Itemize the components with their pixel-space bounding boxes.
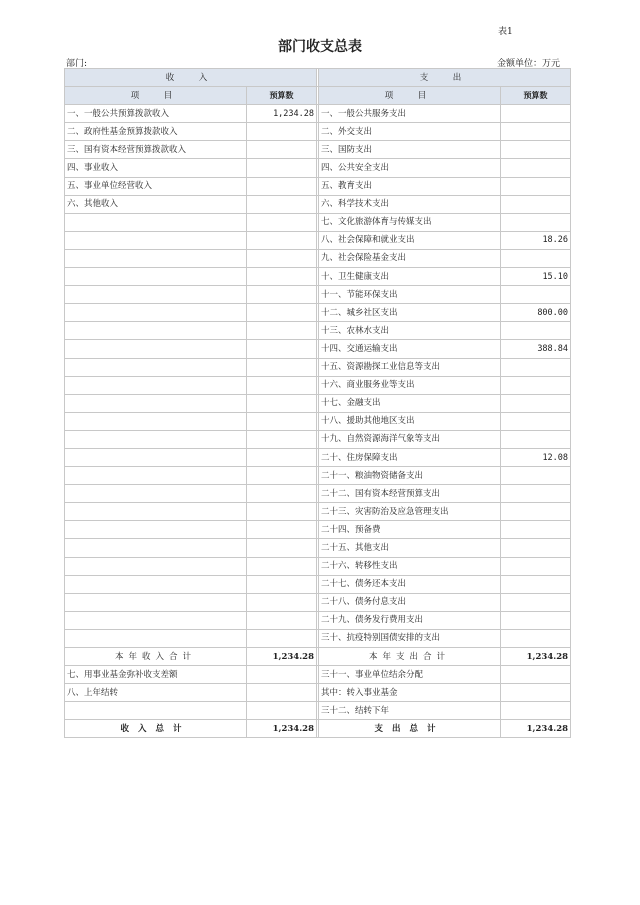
table-row	[65, 159, 571, 177]
expense-item-cell: 九、社会保险基金支出	[319, 249, 501, 267]
expense-amount-cell	[501, 557, 571, 575]
expense-amount-cell	[501, 629, 571, 647]
income-amount-cell	[247, 123, 317, 141]
table-row	[65, 593, 571, 611]
income-amount-cell	[247, 575, 317, 593]
income-amount-cell	[247, 286, 317, 304]
income-amount-cell	[247, 304, 317, 322]
expense-item-cell: 三十、抗疫特别国债安排的支出	[319, 629, 501, 647]
expense-item-cell: 二十九、债务发行费用支出	[319, 611, 501, 629]
expense-item-cell: 十八、援助其他地区支出	[319, 412, 501, 430]
expense-total-label: 本年支出合计	[319, 648, 501, 666]
income-item-cell	[65, 611, 247, 629]
income-amount-cell	[247, 684, 317, 702]
expense-amount-cell	[501, 430, 571, 448]
income-amount-cell	[247, 593, 317, 611]
table-row	[65, 105, 571, 123]
table-row	[65, 394, 571, 412]
expense-item-cell: 八、社会保障和就业支出	[319, 231, 501, 249]
expense-amount-cell	[501, 249, 571, 267]
income-total-label: 本年收入合计	[65, 648, 247, 666]
income-amount-cell	[247, 702, 317, 720]
expense-amount-cell	[501, 141, 571, 159]
income-item-cell	[65, 376, 247, 394]
table-row	[65, 485, 571, 503]
expense-item-cell: 十四、交通运输支出	[319, 340, 501, 358]
expense-item-cell: 二十一、粮油物资储备支出	[319, 467, 501, 485]
expense-amount-cell: 12.08	[501, 448, 571, 466]
income-item-cell: 六、其他收入	[65, 195, 247, 213]
expense-item-cell: 五、教育支出	[319, 177, 501, 195]
income-amount-cell	[247, 666, 317, 684]
table-row	[65, 231, 571, 249]
expense-budget-header: 预算数	[501, 87, 571, 105]
expense-amount-cell	[501, 539, 571, 557]
expense-amount-cell	[501, 105, 571, 123]
income-amount-cell	[247, 412, 317, 430]
expense-total-amount: 1,234.28	[501, 720, 571, 738]
column-header-row	[65, 87, 571, 105]
revenue-expense-table	[64, 68, 571, 738]
income-item-header: 项 目	[65, 87, 247, 105]
income-item-cell	[65, 340, 247, 358]
expense-item-cell: 七、文化旅游体育与传媒支出	[319, 213, 501, 231]
income-item-cell: 三、国有资本经营预算拨款收入	[65, 141, 247, 159]
table-row	[65, 304, 571, 322]
income-item-cell	[65, 358, 247, 376]
table-row	[65, 286, 571, 304]
income-budget-header: 预算数	[247, 87, 317, 105]
expense-amount-cell	[501, 123, 571, 141]
expense-item-cell: 二十二、国有资本经营预算支出	[319, 485, 501, 503]
income-total-amount: 1,234.28	[247, 648, 317, 666]
income-amount-cell	[247, 521, 317, 539]
expense-item-cell: 二、外交支出	[319, 123, 501, 141]
expense-amount-cell	[501, 521, 571, 539]
expense-item-cell: 其中：转入事业基金	[319, 684, 501, 702]
table-row	[65, 249, 571, 267]
income-item-cell	[65, 268, 247, 286]
income-item-cell	[65, 304, 247, 322]
table-row	[65, 666, 571, 684]
table-row	[65, 557, 571, 575]
expense-item-cell: 三十一、事业单位结余分配	[319, 666, 501, 684]
income-item-cell	[65, 485, 247, 503]
expense-item-cell: 二十四、预备费	[319, 521, 501, 539]
department-label: 部门:	[66, 59, 88, 69]
expense-amount-cell	[501, 213, 571, 231]
expense-item-cell: 十五、资源勘探工业信息等支出	[319, 358, 501, 376]
income-item-cell	[65, 539, 247, 557]
table-row	[65, 611, 571, 629]
expense-amount-cell	[501, 177, 571, 195]
income-amount-cell	[247, 557, 317, 575]
expense-item-cell: 一、一般公共服务支出	[319, 105, 501, 123]
income-group-header: 收 入	[65, 69, 317, 87]
expense-amount-cell	[501, 322, 571, 340]
expense-amount-cell	[501, 485, 571, 503]
table-row	[65, 268, 571, 286]
income-amount-cell	[247, 159, 317, 177]
income-amount-cell	[247, 503, 317, 521]
income-item-cell	[65, 575, 247, 593]
income-amount-cell	[247, 177, 317, 195]
expense-amount-cell	[501, 503, 571, 521]
grand-total-row	[65, 720, 571, 738]
income-amount-cell	[247, 539, 317, 557]
income-amount-cell	[247, 376, 317, 394]
expense-item-cell: 二十六、转移性支出	[319, 557, 501, 575]
expense-item-cell: 四、公共安全支出	[319, 159, 501, 177]
expense-item-cell: 十一、节能环保支出	[319, 286, 501, 304]
page-title: 部门收支总表	[278, 39, 362, 55]
table-row	[65, 376, 571, 394]
table-row	[65, 702, 571, 720]
expense-item-cell: 十七、金融支出	[319, 394, 501, 412]
group-header-row	[65, 69, 571, 87]
income-total-label: 收入总计	[65, 720, 247, 738]
table-row	[65, 123, 571, 141]
income-amount-cell	[247, 231, 317, 249]
income-amount-cell	[247, 467, 317, 485]
income-amount-cell: 1,234.28	[247, 105, 317, 123]
table-row	[65, 503, 571, 521]
table-row	[65, 575, 571, 593]
income-item-cell	[65, 249, 247, 267]
expense-amount-cell	[501, 593, 571, 611]
income-item-cell: 二、政府性基金预算拨款收入	[65, 123, 247, 141]
table-row	[65, 629, 571, 647]
income-item-cell: 七、用事业基金弥补收支差额	[65, 666, 247, 684]
expense-amount-cell	[501, 412, 571, 430]
expense-item-cell: 十九、自然资源海洋气象等支出	[319, 430, 501, 448]
expense-item-cell: 三、国防支出	[319, 141, 501, 159]
table-row	[65, 684, 571, 702]
table-row	[65, 195, 571, 213]
income-item-cell	[65, 521, 247, 539]
income-item-cell	[65, 629, 247, 647]
expense-item-cell: 三十二、结转下年	[319, 702, 501, 720]
income-amount-cell	[247, 629, 317, 647]
table-row	[65, 521, 571, 539]
expense-amount-cell	[501, 575, 571, 593]
income-amount-cell	[247, 394, 317, 412]
expense-total-label: 支出总计	[319, 720, 501, 738]
expense-item-cell: 二十五、其他支出	[319, 539, 501, 557]
expense-amount-cell	[501, 702, 571, 720]
expense-item-cell: 二十三、灾害防治及应急管理支出	[319, 503, 501, 521]
income-item-cell	[65, 593, 247, 611]
table-row	[65, 539, 571, 557]
income-total-amount: 1,234.28	[247, 720, 317, 738]
expense-amount-cell	[501, 286, 571, 304]
income-amount-cell	[247, 213, 317, 231]
income-item-cell	[65, 412, 247, 430]
income-amount-cell	[247, 141, 317, 159]
table-row	[65, 448, 571, 466]
expense-amount-cell	[501, 666, 571, 684]
income-item-cell	[65, 503, 247, 521]
income-item-cell	[65, 430, 247, 448]
table-number: 表1	[498, 27, 513, 37]
expense-item-cell: 十三、农林水支出	[319, 322, 501, 340]
table-row	[65, 177, 571, 195]
income-amount-cell	[247, 448, 317, 466]
table-row	[65, 412, 571, 430]
table-row	[65, 213, 571, 231]
income-amount-cell	[247, 485, 317, 503]
income-amount-cell	[247, 322, 317, 340]
expense-amount-cell: 15.10	[501, 268, 571, 286]
income-amount-cell	[247, 268, 317, 286]
expense-item-cell: 十六、商业服务业等支出	[319, 376, 501, 394]
income-item-cell	[65, 394, 247, 412]
table-row	[65, 430, 571, 448]
income-item-cell	[65, 557, 247, 575]
table-row	[65, 141, 571, 159]
expense-amount-cell	[501, 159, 571, 177]
expense-amount-cell: 388.84	[501, 340, 571, 358]
expense-amount-cell	[501, 358, 571, 376]
expense-group-header: 支 出	[319, 69, 571, 87]
table-row	[65, 340, 571, 358]
expense-amount-cell	[501, 611, 571, 629]
income-item-cell	[65, 448, 247, 466]
income-item-cell: 五、事业单位经营收入	[65, 177, 247, 195]
income-item-cell	[65, 231, 247, 249]
income-amount-cell	[247, 249, 317, 267]
expense-item-cell: 十二、城乡社区支出	[319, 304, 501, 322]
expense-item-cell: 二十七、债务还本支出	[319, 575, 501, 593]
income-item-cell	[65, 467, 247, 485]
table-row	[65, 358, 571, 376]
expense-amount-cell	[501, 394, 571, 412]
income-item-cell	[65, 322, 247, 340]
income-item-cell	[65, 286, 247, 304]
income-amount-cell	[247, 340, 317, 358]
expense-item-cell: 二十八、债务付息支出	[319, 593, 501, 611]
expense-amount-cell	[501, 376, 571, 394]
expense-total-amount: 1,234.28	[501, 648, 571, 666]
table-row	[65, 322, 571, 340]
income-item-cell	[65, 702, 247, 720]
expense-item-cell: 六、科学技术支出	[319, 195, 501, 213]
income-amount-cell	[247, 430, 317, 448]
income-item-cell: 一、一般公共预算拨款收入	[65, 105, 247, 123]
expense-amount-cell	[501, 684, 571, 702]
annual-total-row	[65, 648, 571, 666]
income-amount-cell	[247, 195, 317, 213]
income-item-cell: 四、事业收入	[65, 159, 247, 177]
expense-item-header: 项 目	[319, 87, 501, 105]
table-row	[65, 467, 571, 485]
income-item-cell: 八、上年结转	[65, 684, 247, 702]
expense-amount-cell	[501, 467, 571, 485]
unit-label: 金额单位：万元	[497, 59, 561, 69]
income-amount-cell	[247, 358, 317, 376]
income-item-cell	[65, 213, 247, 231]
income-amount-cell	[247, 611, 317, 629]
expense-amount-cell: 800.00	[501, 304, 571, 322]
expense-item-cell: 二十、住房保障支出	[319, 448, 501, 466]
expense-amount-cell: 18.26	[501, 231, 571, 249]
expense-amount-cell	[501, 195, 571, 213]
expense-item-cell: 十、卫生健康支出	[319, 268, 501, 286]
